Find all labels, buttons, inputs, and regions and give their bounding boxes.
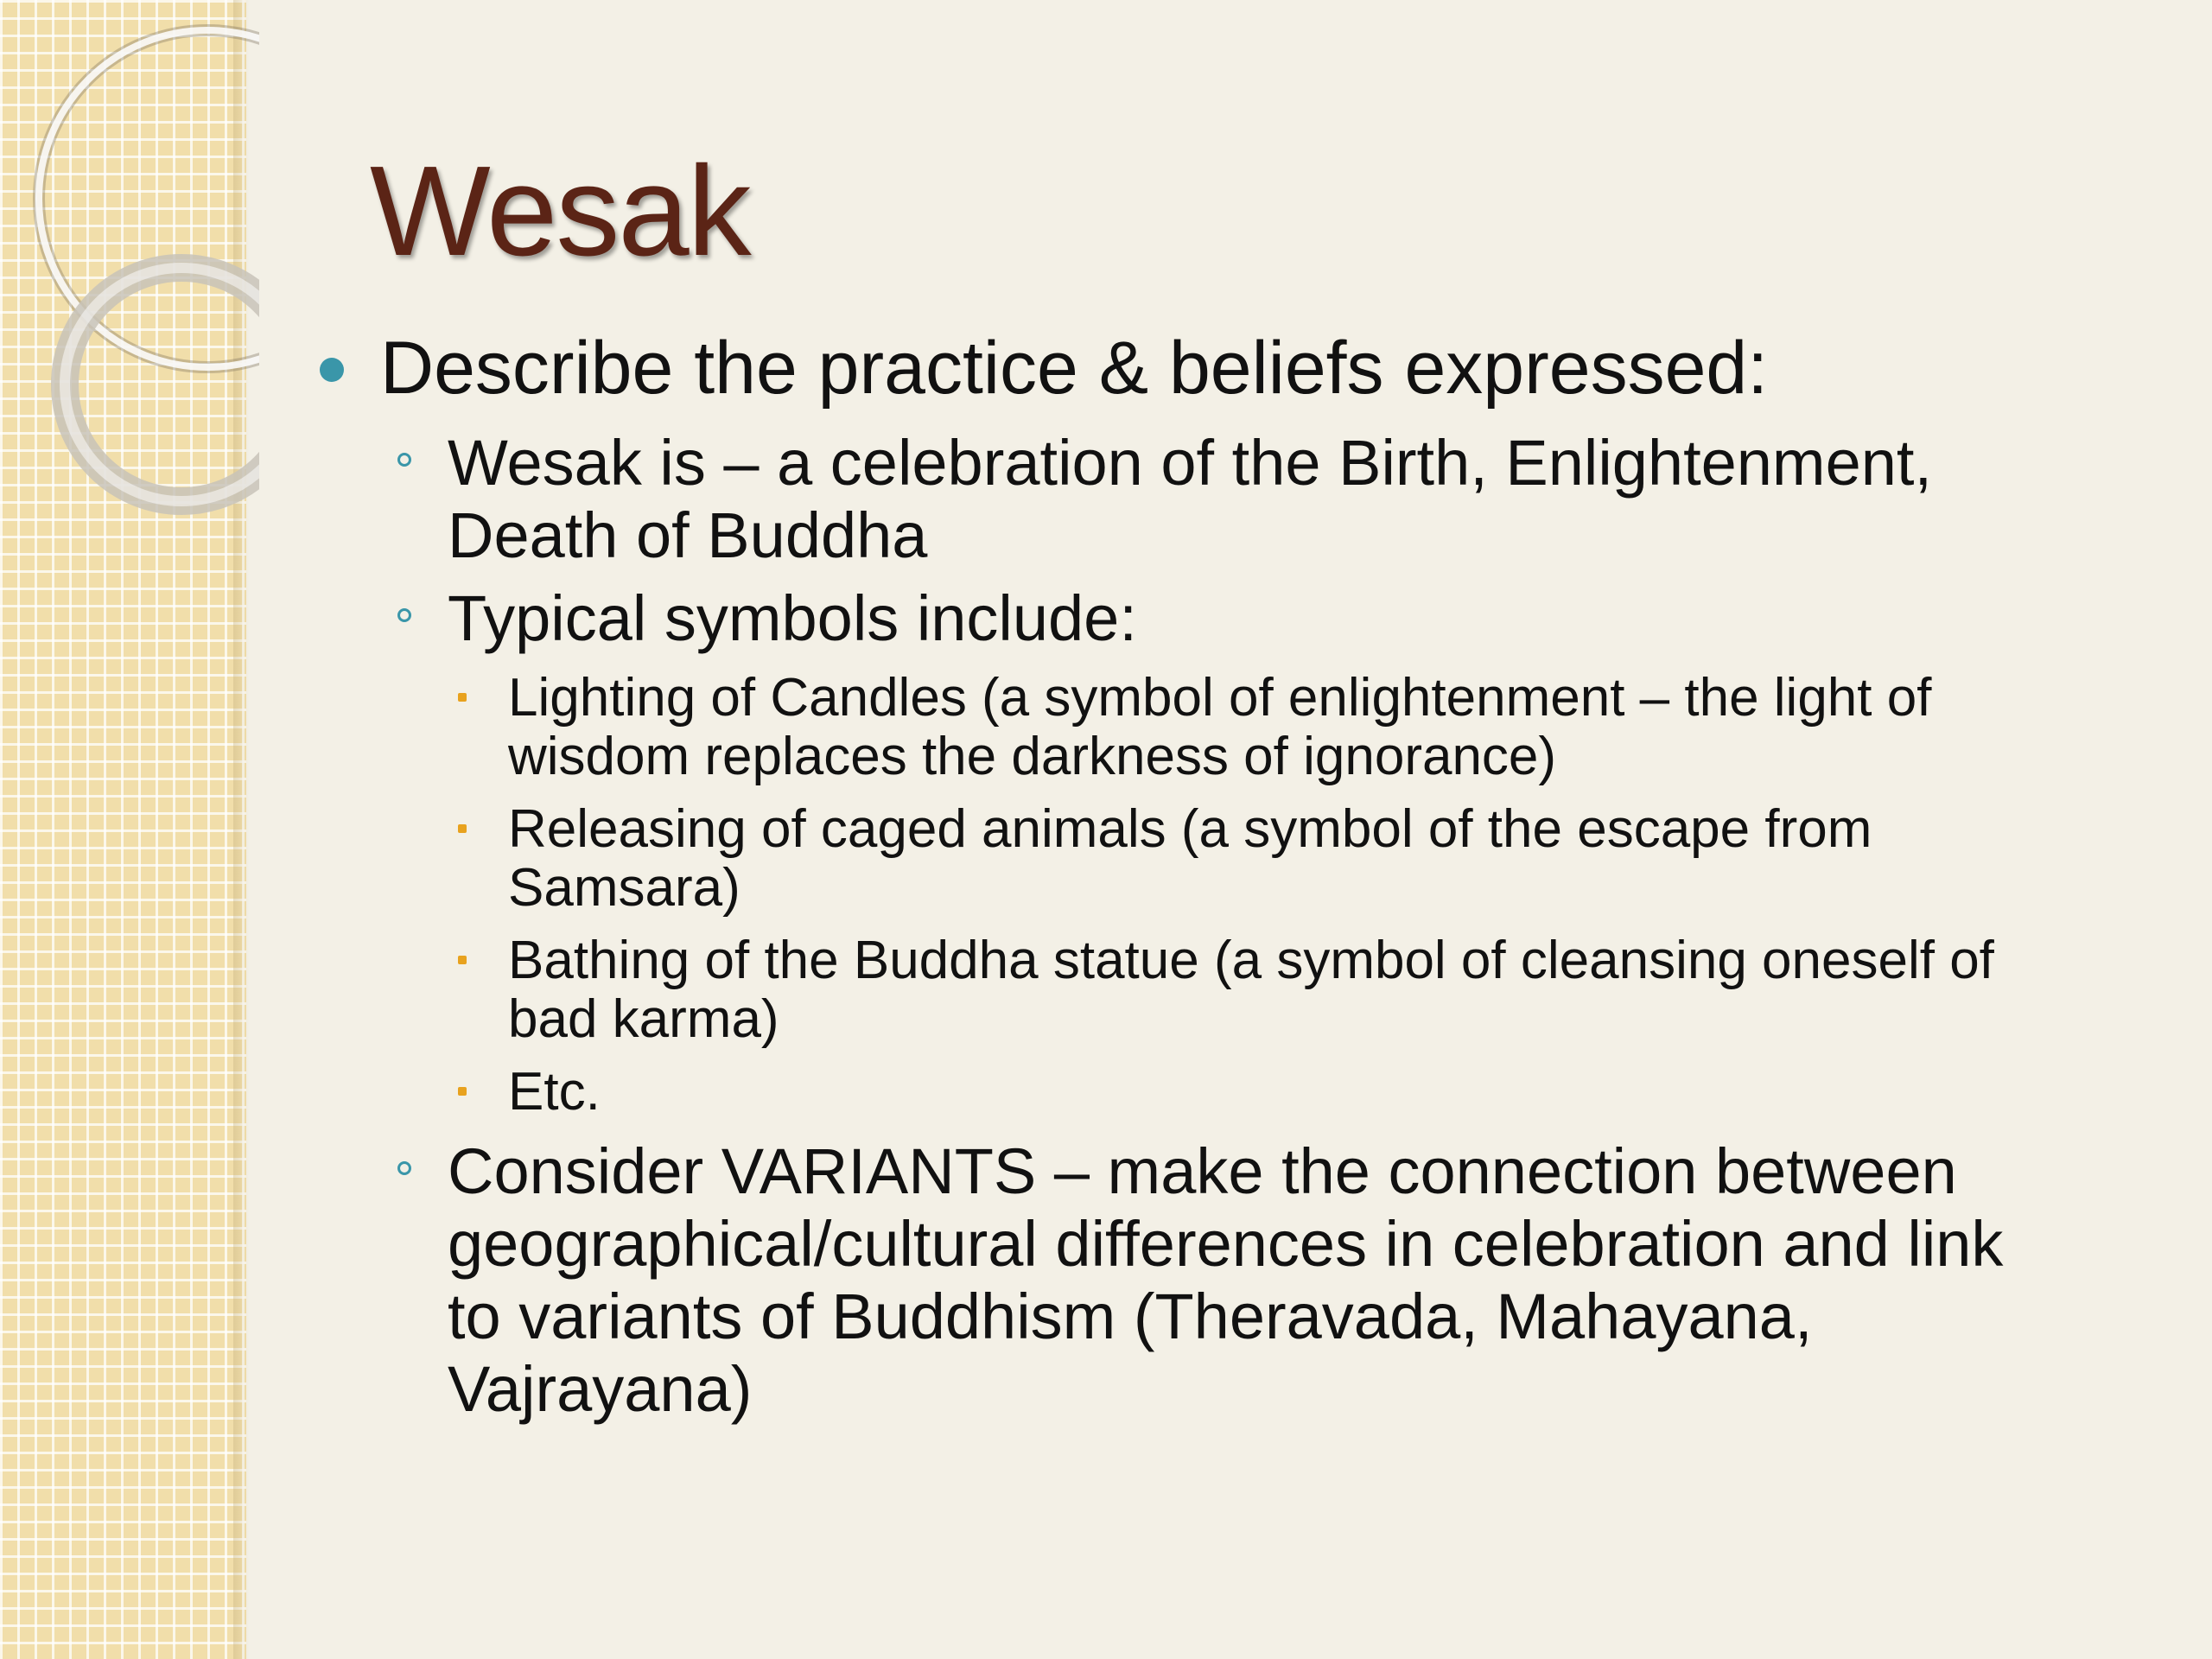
bullet-typical-symbols: Typical symbols include: xyxy=(448,582,1137,654)
symbol-item: Bathing of the Buddha statue (a symbol of cleansing oneself of bad karma) xyxy=(508,931,1994,1049)
symbol-item: Lighting of Candles (a symbol of enlightenment – the light of wisdom replaces the darkness of ignorance) xyxy=(508,668,1932,786)
bullet-wesak-definition: Wesak is – a celebration of the Birth, Enlightenment, Death of Buddha xyxy=(448,427,1933,571)
bullet-main-text: Describe the practice & beliefs expressed: xyxy=(380,327,1769,410)
orange-square-bullet-icon xyxy=(458,693,467,702)
bullet-consider-variants: Consider VARIANTS – make the connection between geographical/cultural differences in celebration and link to variants of Buddhism (Theravada, Mahayana, Vajrayana) xyxy=(448,1135,2004,1425)
bullet-level3 xyxy=(311,800,2065,918)
slide-content xyxy=(311,320,2065,1426)
bullet-level1 xyxy=(311,320,2065,416)
bullet-level2 xyxy=(311,1135,2065,1426)
bullet-level3 xyxy=(311,1063,2065,1122)
teal-dot-bullet-icon xyxy=(320,358,344,382)
symbol-item: Releasing of caged animals (a symbol of the escape from Samsara) xyxy=(508,799,1872,918)
hollow-circle-bullet-icon xyxy=(397,453,411,467)
orange-square-bullet-icon xyxy=(458,824,467,833)
hollow-circle-bullet-icon xyxy=(397,608,411,622)
decorative-rings xyxy=(0,0,259,553)
slide-title: Wesak xyxy=(370,140,750,283)
bullet-level2 xyxy=(311,582,2065,655)
hollow-circle-bullet-icon xyxy=(397,1161,411,1175)
orange-square-bullet-icon xyxy=(458,1087,467,1096)
symbol-item: Etc. xyxy=(508,1062,601,1122)
orange-square-bullet-icon xyxy=(458,956,467,964)
bullet-level3 xyxy=(311,931,2065,1049)
bullet-level2 xyxy=(311,427,2065,572)
bullet-level3 xyxy=(311,669,2065,786)
